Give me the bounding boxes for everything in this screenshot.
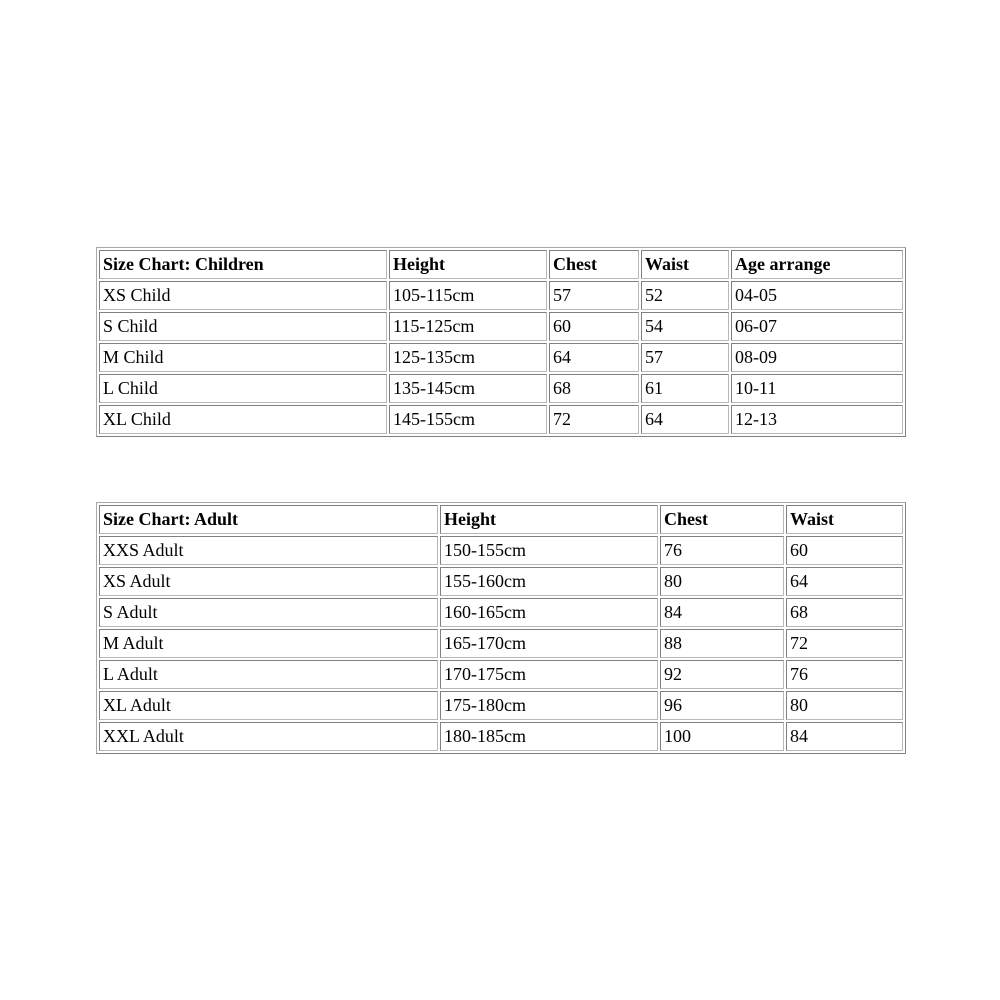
cell-chest: 92 (660, 660, 784, 689)
cell-waist: 57 (641, 343, 729, 372)
cell-chest: 84 (660, 598, 784, 627)
cell-size: S Child (99, 312, 387, 341)
table-row (99, 312, 903, 341)
cell-size: XS Child (99, 281, 387, 310)
cell-age: 12-13 (731, 405, 903, 434)
cell-age: 04-05 (731, 281, 903, 310)
cell-height: 125-135cm (389, 343, 547, 372)
cell-size: M Adult (99, 629, 438, 658)
cell-age: 10-11 (731, 374, 903, 403)
adult-size-chart-table (96, 502, 906, 754)
cell-size: XXL Adult (99, 722, 438, 751)
cell-chest: 76 (660, 536, 784, 565)
cell-chest: 100 (660, 722, 784, 751)
table-row (99, 722, 903, 751)
cell-size: S Adult (99, 598, 438, 627)
cell-size: XS Adult (99, 567, 438, 596)
table-row (99, 536, 903, 565)
cell-waist: 64 (786, 567, 903, 596)
cell-height: 175-180cm (440, 691, 658, 720)
cell-height: 150-155cm (440, 536, 658, 565)
cell-height: 180-185cm (440, 722, 658, 751)
cell-size: XXS Adult (99, 536, 438, 565)
cell-chest: 96 (660, 691, 784, 720)
header-cell-chest: Chest (660, 505, 784, 534)
cell-chest: 80 (660, 567, 784, 596)
cell-waist: 54 (641, 312, 729, 341)
table-row (99, 567, 903, 596)
cell-height: 105-115cm (389, 281, 547, 310)
table-row (99, 691, 903, 720)
cell-height: 155-160cm (440, 567, 658, 596)
table-row (99, 660, 903, 689)
cell-size: XL Child (99, 405, 387, 434)
header-cell-height: Height (440, 505, 658, 534)
cell-size: M Child (99, 343, 387, 372)
children-size-chart-table (96, 247, 906, 437)
header-cell-size: Size Chart: Adult (99, 505, 438, 534)
cell-waist: 76 (786, 660, 903, 689)
cell-chest: 68 (549, 374, 639, 403)
table-row (99, 598, 903, 627)
cell-waist: 64 (641, 405, 729, 434)
cell-height: 165-170cm (440, 629, 658, 658)
table-row (99, 374, 903, 403)
cell-height: 135-145cm (389, 374, 547, 403)
cell-height: 145-155cm (389, 405, 547, 434)
cell-waist: 52 (641, 281, 729, 310)
cell-waist: 72 (786, 629, 903, 658)
cell-height: 160-165cm (440, 598, 658, 627)
cell-chest: 60 (549, 312, 639, 341)
cell-chest: 57 (549, 281, 639, 310)
cell-size: XL Adult (99, 691, 438, 720)
cell-waist: 84 (786, 722, 903, 751)
table-header-row (99, 505, 903, 534)
cell-waist: 60 (786, 536, 903, 565)
cell-age: 08-09 (731, 343, 903, 372)
header-cell-height: Height (389, 250, 547, 279)
header-cell-age: Age arrange (731, 250, 903, 279)
table-row (99, 343, 903, 372)
table-header-row (99, 250, 903, 279)
cell-waist: 68 (786, 598, 903, 627)
table-row (99, 629, 903, 658)
header-cell-chest: Chest (549, 250, 639, 279)
table-row (99, 405, 903, 434)
header-cell-waist: Waist (641, 250, 729, 279)
cell-waist: 80 (786, 691, 903, 720)
cell-chest: 64 (549, 343, 639, 372)
cell-size: L Adult (99, 660, 438, 689)
header-cell-waist: Waist (786, 505, 903, 534)
table-row (99, 281, 903, 310)
cell-waist: 61 (641, 374, 729, 403)
cell-height: 115-125cm (389, 312, 547, 341)
cell-age: 06-07 (731, 312, 903, 341)
cell-size: L Child (99, 374, 387, 403)
cell-chest: 72 (549, 405, 639, 434)
cell-height: 170-175cm (440, 660, 658, 689)
cell-chest: 88 (660, 629, 784, 658)
header-cell-size: Size Chart: Children (99, 250, 387, 279)
